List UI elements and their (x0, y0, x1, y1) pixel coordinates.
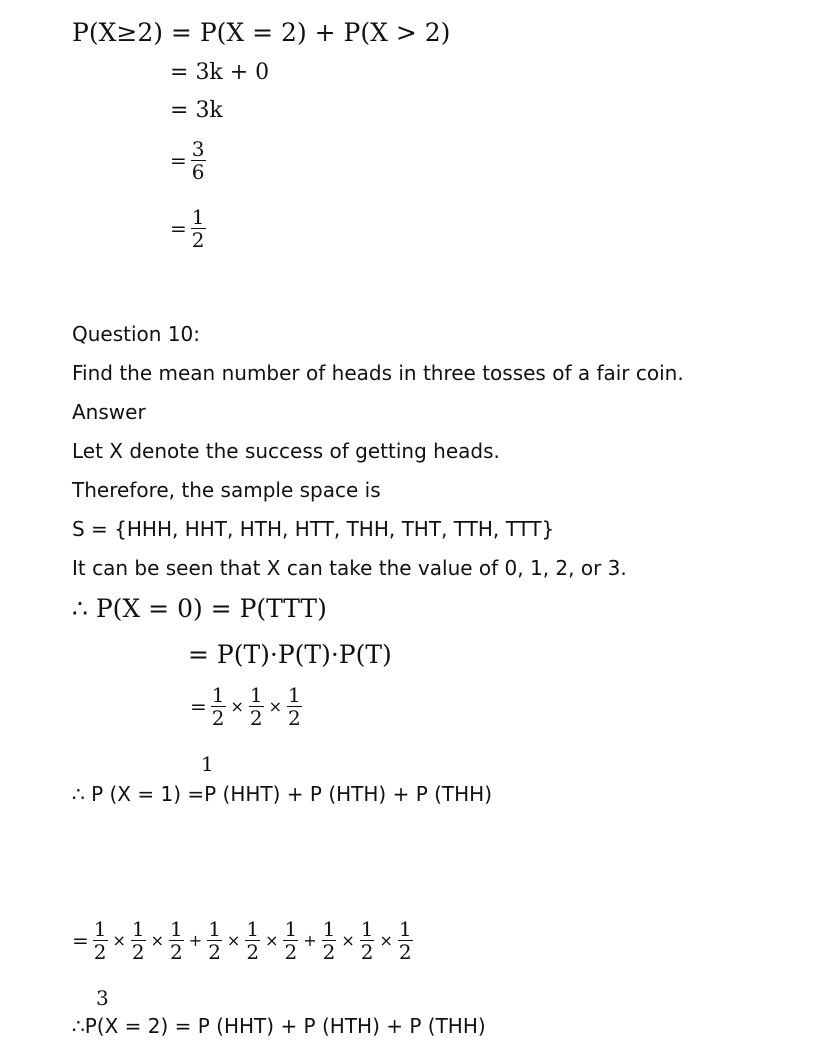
math-line-fraction-3-6 (170, 138, 206, 183)
math-line-p-x-eq-2: ∴P(X = 2) = P (HHT) + P (HTH) + P (THH) (72, 1014, 486, 1038)
equals-sign: = (190, 694, 207, 719)
math-line-sum-of-products: = $\frac{1}{2}$ × $\frac{1}{2}$ × $\frac{1}{2}$ + $\frac{1}{2}$ × $\frac{1}{2}$ × $\frac{1}{2}$ + $\frac{1}{2}$ × $\frac{1}{2}$ × $\frac{1}{2}$ (72, 917, 412, 964)
numerator: 1 (191, 205, 205, 229)
numerator: 3 (191, 137, 205, 161)
math-line-prob-x-ge-2: P(X≥2) = P(X = 2) + P(X > 2) (72, 18, 451, 47)
times-sign: × (230, 697, 244, 716)
denominator: 2 (191, 228, 205, 252)
math-line-ptptpt: = P(T)·P(T)·P(T) (188, 640, 392, 669)
equals-sign: = (170, 216, 187, 241)
fraction: $\frac{1}{2}$ (288, 683, 301, 730)
expression: 3k (195, 98, 223, 123)
question-text: Find the mean number of heads in three tosses of a fair coin. (72, 361, 684, 385)
plus-sign: + (188, 931, 203, 950)
math-line-3k-plus-0 (170, 60, 269, 85)
question-heading: Question 10: (72, 322, 200, 346)
times-sign: × (268, 697, 283, 716)
equals-sign: = (170, 148, 187, 173)
equals-sign: = (170, 60, 189, 85)
math-line-p-x-eq-0: ∴ P(X = 0) = P(TTT) (72, 594, 327, 623)
answer-line-4: It can be seen that X can take the value of 0, 1, 2, or 3. (72, 556, 627, 580)
stray-numerator-3: 3 (96, 986, 109, 1010)
answer-line-1: Let X denote the success of getting heads. (72, 439, 500, 463)
plus-sign: + (303, 931, 317, 950)
answer-label: Answer (72, 400, 146, 424)
math-line-p-x-eq-1: ∴ P (X = 1) =P (HHT) + P (HTH) + P (THH) (72, 782, 493, 806)
fraction (191, 138, 206, 183)
equals-sign: = (72, 928, 89, 953)
equals-sign: = (170, 98, 189, 123)
math-line-3k (170, 98, 223, 123)
fraction (191, 206, 206, 251)
fraction: $\frac{1}{2}$ (211, 683, 225, 730)
denominator: 6 (191, 160, 205, 184)
expression: 3k + 0 (195, 60, 270, 85)
sample-space-line: S = {HHH, HHT, HTH, HTT, THH, THT, TTH, TTT} (72, 517, 555, 541)
math-line-product-halves (190, 684, 302, 729)
stray-numerator: 1 (201, 752, 214, 776)
fraction: $\frac{1}{2}$ (249, 683, 263, 730)
answer-line-2: Therefore, the sample space is (72, 478, 381, 502)
math-line-fraction-1-2 (170, 206, 206, 251)
